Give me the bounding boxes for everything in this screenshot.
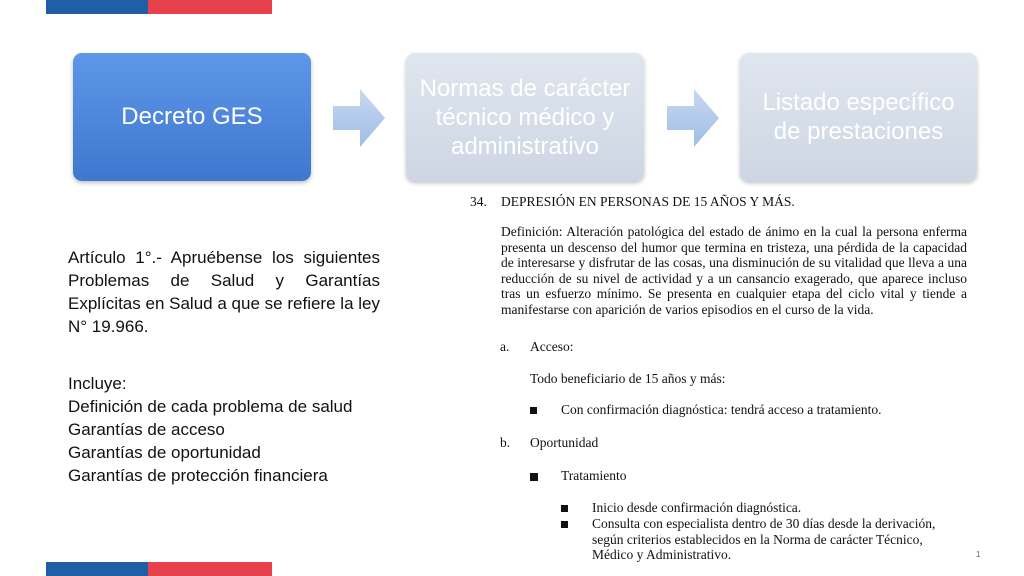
doc-access-text: Todo beneficiario de 15 años y más: (530, 371, 726, 386)
includes-label: Incluye: (68, 374, 127, 393)
arrow-right-icon (333, 89, 385, 147)
doc-bullet-text: Con confirmación diagnóstica: tendrá acceso a tratamiento. (561, 402, 882, 417)
doc-treatment-bullet (561, 500, 801, 516)
brand-bar-blue (46, 0, 148, 14)
top-brand-bar (46, 0, 272, 14)
box-listado-prestaciones-label: Listado específico de prestaciones (762, 89, 955, 145)
square-bullet-icon (561, 516, 592, 563)
doc-access-bullet (530, 402, 882, 418)
square-bullet-icon (530, 402, 561, 418)
doc-subsection-title: Tratamiento (561, 468, 627, 483)
box-listado-prestaciones (740, 53, 977, 181)
square-bullet-icon (561, 500, 592, 516)
doc-section-letter: b. (500, 435, 511, 450)
includes-item: Garantías de protección financiera (68, 466, 328, 485)
doc-treatment-bullet (561, 516, 961, 563)
doc-section-opportunity (500, 435, 598, 451)
box-normas-tecnicas-label: Normas de carácter técnico médico y administrativo (419, 74, 631, 160)
box-decreto-ges-label: Decreto GES (121, 103, 263, 130)
doc-number: 34. (470, 194, 487, 209)
arrow-right-icon (667, 89, 719, 147)
hollow-square-bullet-icon (530, 468, 561, 484)
doc-bullet-text: Consulta con especialista dentro de 30 días desde la derivación, según criterios establecidos en la Norma de carácter Técnico, Médico y Administrativo. (592, 516, 936, 563)
article-paragraph: Artículo 1°.- Apruébense los siguientes Problemas de Salud y Garantías Explícitas en Salud a que se refiere la ley N° 19.966. (68, 248, 380, 336)
box-normas-tecnicas (406, 53, 644, 181)
includes-item: Definición de cada problema de salud (68, 397, 353, 416)
brand-bar-blue (46, 562, 148, 576)
doc-title-text: DEPRESIÓN EN PERSONAS DE 15 AÑOS Y MÁS. (501, 194, 795, 209)
includes-item: Garantías de oportunidad (68, 443, 261, 462)
article-text-block (68, 246, 380, 338)
doc-subsection-treatment (530, 468, 627, 484)
includes-item: Garantías de acceso (68, 420, 225, 439)
doc-bullet-text: Inicio desde confirmación diagnóstica. (592, 500, 802, 515)
doc-section-access (500, 339, 573, 355)
doc-section-letter: a. (500, 339, 510, 354)
doc-section-title: Acceso: (530, 339, 574, 354)
doc-definition: Definición: Alteración patológica del estado de ánimo en la cual la persona enferma presenta un descenso del humor que termina en tristeza, una pérdida de la capacidad de interesarse y disfrutar de las cosas, una disminución de su vitalidad que lleva a una reducción de su nivel de actividad y a un cansancio exagerado, que aparece incluso tras un esfuerzo mínimo. Se presenta en cualquier etapa del ciclo vital y tiende a manifestarse con aparición de varios episodios en el curso de la vida. (501, 224, 967, 317)
brand-bar-red (148, 0, 272, 14)
bottom-brand-bar (46, 562, 272, 576)
brand-bar-red (148, 562, 272, 576)
doc-section-title: Oportunidad (530, 435, 599, 450)
includes-list (68, 372, 398, 487)
doc-title (470, 194, 795, 210)
box-decreto-ges (73, 53, 311, 181)
page-number: 1 (976, 550, 981, 559)
